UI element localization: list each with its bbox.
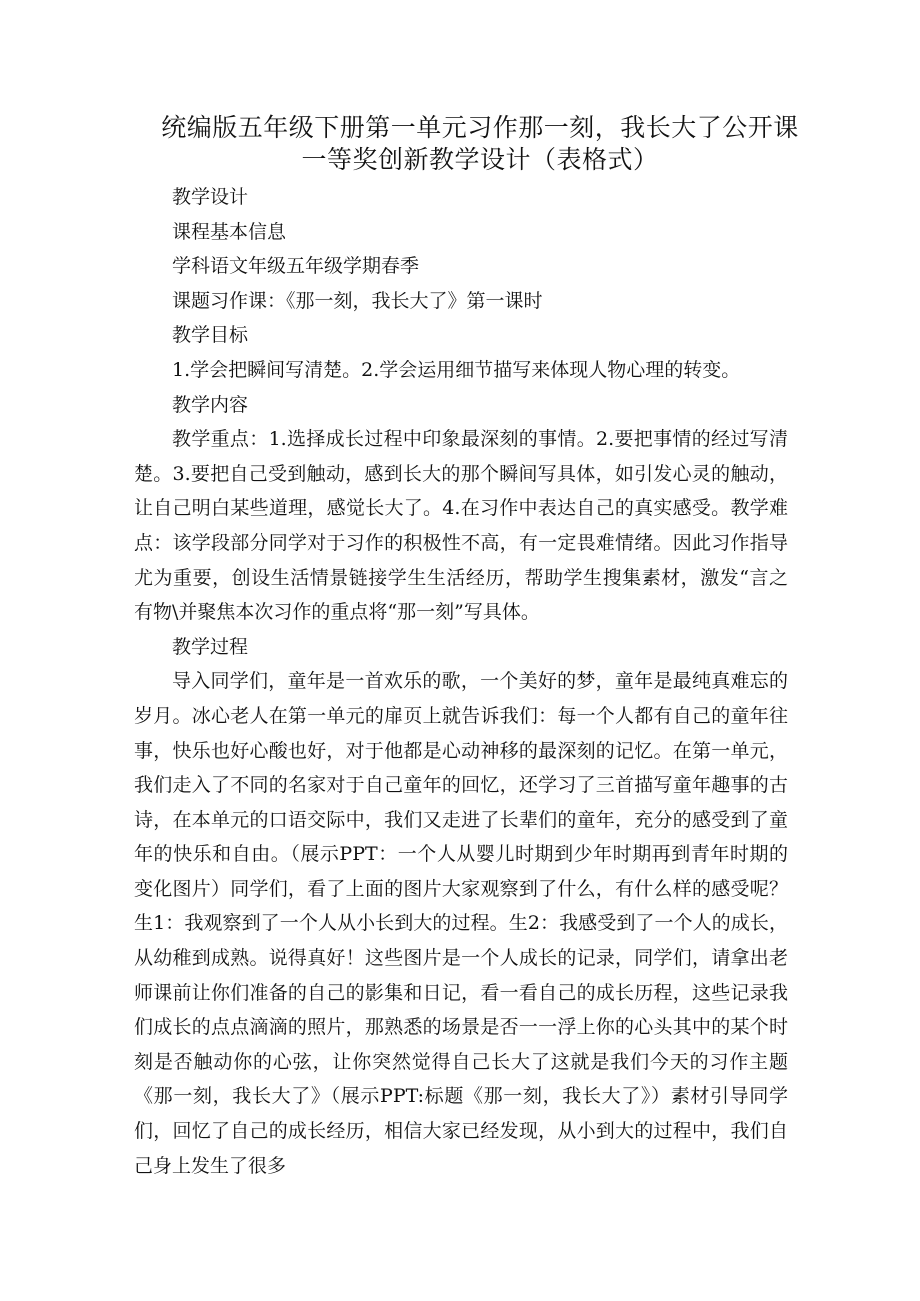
paragraph-objectives: 1.学会把瞬间写清楚。2.学会运用细节描写来体现人物心理的转变。 [172,358,741,381]
paragraph-process-heading: 教学过程 [172,635,249,658]
paragraph-course-info: 课程基本信息 [172,220,287,243]
paragraph-introduction: 导入同学们，童年是一首欢乐的歌，一个美好的梦，童年是最纯真难忘的岁月。冰心老人在第一单元的扉页上就告诉我们：每一个人都有自己的童年往事，快乐也好心酸也好，对于他都是心动神移的最深刻的记忆。在第一单元，我们走入了不同的名家对于自己童年的回忆，还学习了三首描写童年趣事的古诗，在本单元的口语交际中，我们又走进了长辈们的童年，充分的感受到了童年的快乐和自由。（展示PPT：一个人从婴儿时期到少年时期再到青年时期的变化图片）同学们，看了上面的图片大家观察到了什么，有什么样的感受呢？生1：我观察到了一个人从小长到大的过程。生2：我感受到了一个人的成长，从幼稚到成熟。说得真好！这些图片是一个人成长的记录，同学们，请拿出老师课前让你们准备的自己的影集和日记，看一看自己的成长历程，这些记录我们成长的点点滴滴的照片，那熟悉的场景是否一一浮上你的心头其中的某个时刻是否触动你的心弦，让你突然觉得自己长大了这就是我们今天的习作主题《那一刻，我长大了》（展示PPT:标题《那一刻，我长大了》）素材引导同学们，回忆了自己的成长经历，相信大家已经发现，从小到大的过程中，我们自己身上发生了很多 [134,670,788,1177]
paragraph-lesson-topic: 课题习作课：《那一刻，我长大了》第一课时 [172,289,543,312]
paragraph-key-points: 教学重点：1.选择成长过程中印象最深刻的事情。2.要把事情的经过写清楚。3.要把自己受到触动，感到长大的那个瞬间写具体，如引发心灵的触动，让自己明白某些道理，感觉长大了。4.在习作中表达自己的真实感受。教学难点：该学段部分同学对于习作的积极性不高，有一定畏难情绪。因此习作指导尤为重要，创设生活情景链接学生生活经历，帮助学生搜集素材，激发“言之有物\并聚焦本次习作的重点将“那一刻”写具体。 [134,428,788,624]
paragraph-teaching-design: 教学设计 [172,186,249,208]
paragraph-objectives-heading: 教学目标 [172,324,249,347]
document-title: 统编版五年级下册第一单元习作那一刻，我长大了公开课一等奖创新教学设计（表格式） [161,113,799,174]
document-body [134,180,788,1183]
paragraph-content-heading: 教学内容 [172,393,249,416]
paragraph-subject-grade: 学科语文年级五年级学期春季 [172,255,420,278]
